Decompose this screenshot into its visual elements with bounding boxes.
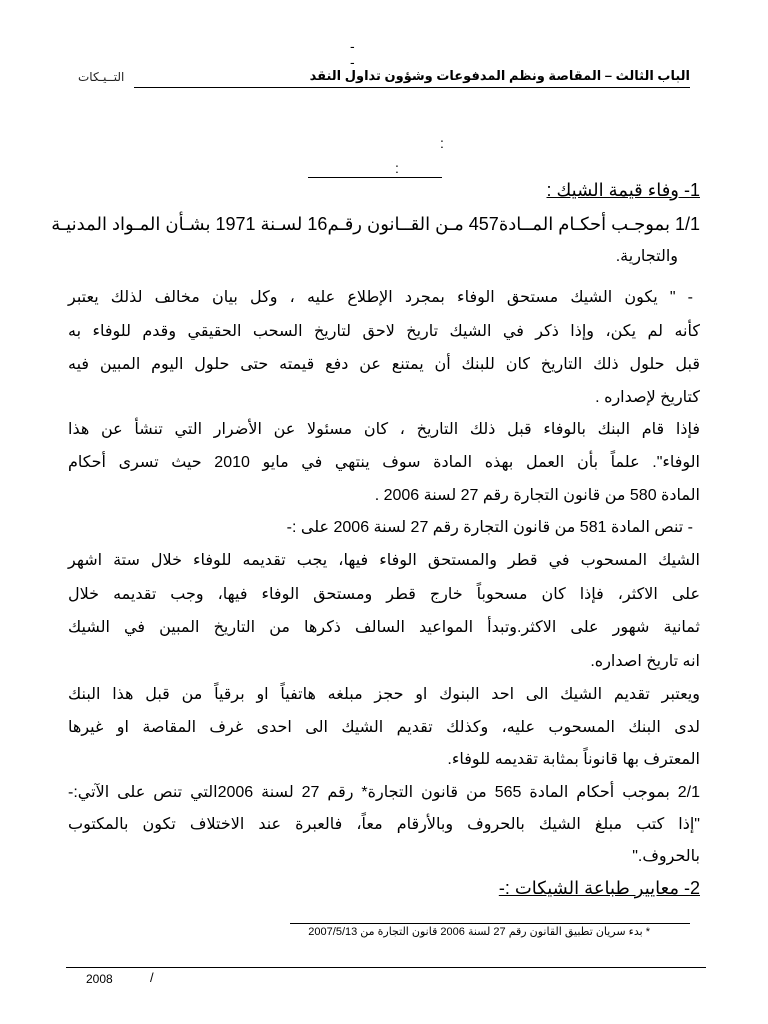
footnote: * بدء سريان تطبيق القانون رقم 27 لسنة 2006 قانون التجارة من 2007/5/13 bbox=[308, 926, 650, 938]
colon-underline bbox=[308, 177, 442, 178]
paragraph-line: المادة 580 من قانون التجارة رقم 27 لسنة 2006 . bbox=[374, 487, 700, 504]
footnote-rule bbox=[290, 923, 690, 924]
colon-mark: : bbox=[395, 160, 399, 176]
paragraph-line: قبل حلول ذلك التاريخ كان للبنك أن يمتنع عن دفع قيمته حتى حلول اليوم المبين فيه bbox=[68, 356, 700, 373]
footer-year: 2008 bbox=[86, 972, 113, 986]
paragraph-line: كتاريخ لإصداره . bbox=[595, 389, 700, 406]
section-heading-1: 1- وفاء قيمة الشيك : bbox=[546, 180, 700, 200]
paragraph-line: على الاكثر، فإذا كان مسحوباً خارج قطر ومستحق الوفاء فيها، وجب تقديمه خلال bbox=[68, 586, 700, 603]
paragraph-line: كأنه لم يكن، وإذا ذكر في الشيك تاريخ لاحق لتاريخ السحب الحقيقي وقدم للوفاء به bbox=[68, 323, 700, 340]
header-dashes: - - bbox=[350, 38, 383, 70]
paragraph-line: "إذا كتب مبلغ الشيك بالحروف وبالأرقام معاً، فالعبرة عند الاختلاف تكون بالمكتوب bbox=[68, 816, 700, 833]
paragraph-line: الوفاء". علماً بأن العمل بهذه المادة سوف ينتهي في مايو 2010 حيث تسرى أحكام bbox=[68, 454, 701, 471]
paragraph-line: 1/1 بموجـب أحكـام المــادة457 مـن القــانون رقـم16 لسـنة 1971 بشـأن المـواد المدنيـة bbox=[51, 214, 700, 234]
header-rule bbox=[134, 87, 690, 88]
section-heading-2: 2- معايير طباعة الشيكات :- bbox=[498, 878, 700, 898]
paragraph-line: - " يكون الشيك مستحق الوفاء بمجرد الإطلاع عليه ، وكل بيان مخالف لذلك يعتبر bbox=[68, 289, 693, 306]
paragraph-line: بالحروف." bbox=[632, 848, 700, 865]
paragraph-line: 2/1 بموجب أحكام المادة 565 من قانون التجارة* رقم 27 لسنة 2006التي تنص على الآتي:- bbox=[68, 784, 700, 801]
paragraph-line: - تنص المادة 581 من قانون التجارة رقم 27 لسنة 2006 على :- bbox=[286, 519, 693, 536]
paragraph-line: لدى البنك المسحوب عليه، وكذلك تقديم الشيك الى احدى غرف المقاصة او غيرها bbox=[68, 719, 700, 736]
footer-page-separator: / bbox=[150, 970, 154, 985]
paragraph-line: المعترف بها قانوناً بمثابة تقديمه للوفاء. bbox=[447, 751, 700, 768]
paragraph-line: فإذا قام البنك بالوفاء قبل ذلك التاريخ ، كان مسئولا عن الأضرار التي تنشأ عن هذا bbox=[68, 421, 701, 438]
footer-rule bbox=[66, 967, 706, 968]
paragraph-line: والتجارية. bbox=[615, 248, 678, 265]
paragraph-line: انه تاريخ اصداره. bbox=[590, 653, 700, 670]
paragraph-line: ثمانية شهور على الاكثر.وتبدأ المواعيد السالف ذكرها من التاريخ المبين في الشيك bbox=[68, 619, 700, 636]
chapter-title: الباب الثالث – المقاصة ونظم المدفوعات وشؤون تداول النقد bbox=[309, 68, 690, 83]
header-section-label: التــيـكات bbox=[78, 70, 125, 84]
paragraph-line: الشيك المسحوب في قطر والمستحق الوفاء فيها، يجب تقديمه للوفاء خلال ستة اشهر bbox=[68, 552, 700, 569]
paragraph-line: ويعتبر تقديم الشيك الى احد البنوك او حجز مبلغه هاتفياً او برقياً من قبل هذا البنك bbox=[68, 686, 700, 703]
colon-mark: : bbox=[440, 135, 444, 151]
